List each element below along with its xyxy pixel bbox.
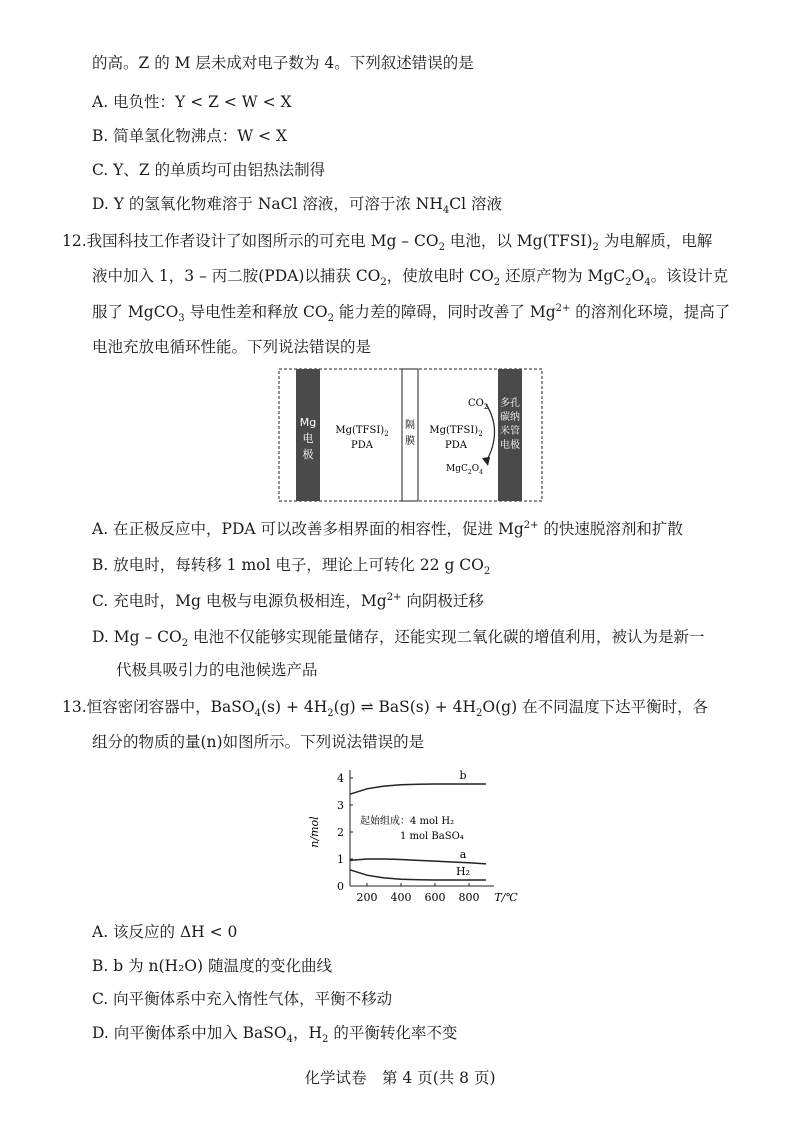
mgc2o4-label: $MgC_2O_4$ <box>446 464 483 476</box>
left-electrolyte-2: PDA <box>351 440 373 451</box>
series-label: b <box>459 768 467 782</box>
sup: 2+ <box>386 591 402 603</box>
chart-annotation-1: 起始组成：4 mol H₂ <box>360 815 455 827</box>
q12-line-1 <box>62 230 712 252</box>
x-axis-label: T/℃ <box>494 891 518 904</box>
y-tick-label: 3 <box>337 799 344 812</box>
sub: 4 <box>254 708 261 720</box>
page-footer: 化学试卷 第 4 页(共 8 页) <box>304 1069 496 1087</box>
text: 液中加入 1，3 – 丙二胺(PDA)以捕获 CO <box>92 267 381 285</box>
sub: 3 <box>178 313 185 325</box>
x-tick-label: 800 <box>458 891 480 904</box>
x-tick-label: 600 <box>424 891 446 904</box>
sub: 2 <box>322 1034 329 1046</box>
text: O(g) 在不同温度下达平衡时，各 <box>482 698 709 716</box>
q11-option-a: A. 电负性：Y < Z < W < X <box>92 93 292 111</box>
q12-option-b <box>92 554 490 576</box>
q11-option-b: B. 简单氢化物沸点：W < X <box>92 127 288 145</box>
q11-option-c: C. Y、Z 的单质均可由铝热法制得 <box>92 161 326 179</box>
cnt-label-3: 米管 <box>500 426 520 437</box>
x-tick-label: 200 <box>356 891 378 904</box>
q13-line-1 <box>62 696 708 718</box>
mg-electrode-label-2: 电 <box>302 432 314 445</box>
sup: 2+ <box>555 302 571 314</box>
q13-option-c: C. 向平衡体系中充入惰性气体，平衡不移动 <box>92 990 393 1008</box>
sub: 2 <box>438 242 445 254</box>
sub: 2 <box>380 277 387 289</box>
series-line-b <box>350 784 486 794</box>
text: 的平衡转化率不变 <box>328 1024 458 1042</box>
left-electrolyte-1: $Mg(TFSI)_2$ <box>335 425 389 438</box>
chart-annotation-2: 1 mol BaSO₄ <box>400 830 464 842</box>
text: Cl 溶液 <box>449 195 502 213</box>
q12-option-c <box>92 590 484 612</box>
text: 为电解质，电解 <box>598 232 713 250</box>
q12-line-4: 电池充放电循环性能。下列说法错误的是 <box>92 338 372 356</box>
q12-option-a <box>92 518 683 540</box>
sub: 2 <box>476 708 483 720</box>
text: 电池不仅能够实现能量储存，还能实现二氧化碳的增值利用，被认为是新一 <box>188 628 705 646</box>
x-tick-label: 400 <box>390 891 412 904</box>
q13-line-2: 组分的物质的量(n)如图所示。下列说法错误的是 <box>92 733 425 751</box>
separator-label-1: 隔 <box>405 420 415 431</box>
q13-option-b: B. b 为 n(H₂O) 随温度的变化曲线 <box>92 957 332 975</box>
text: 的快速脱溶剂和扩散 <box>538 520 683 538</box>
mg-electrode-label-3: 极 <box>302 448 314 461</box>
sub: 2 <box>592 242 599 254</box>
text: 导电性差和释放 CO <box>184 303 328 321</box>
text: (g) ⇌ BaS(s) + 4H <box>333 698 477 716</box>
q12-number: 12. <box>62 232 87 250</box>
q11-option-d <box>92 193 502 215</box>
text: O <box>631 267 645 285</box>
text: 电池，以 Mg(TFSI) <box>444 232 593 250</box>
text: 恒容密闭容器中，BaSO <box>86 698 255 716</box>
text: 向阴极迁移 <box>401 592 484 610</box>
reaction-arrow <box>486 404 495 462</box>
sub: 2 <box>181 638 189 650</box>
y-tick-label: 4 <box>337 772 344 785</box>
co2-label: $CO_2$ <box>468 398 489 411</box>
text: A. 在正极反应中，PDA 可以改善多相界面的相容性，促进 Mg <box>92 520 524 538</box>
series-label: a <box>459 847 467 861</box>
q12-option-d-cont: 代极具吸引力的电池候选产品 <box>116 661 318 679</box>
text: 服了 MgCO <box>92 303 179 321</box>
q12-line-2 <box>92 265 728 287</box>
text: (s) + 4H <box>261 698 328 716</box>
q11-tail: 的高。Z 的 M 层未成对电子数为 4。下列叙述错误的是 <box>92 54 474 72</box>
sub: 4 <box>286 1034 293 1046</box>
right-electrolyte-2: PDA <box>445 440 467 451</box>
sup: 2+ <box>523 519 539 531</box>
separator-label-2: 膜 <box>405 436 415 447</box>
y-tick-label: 2 <box>337 826 344 839</box>
text: D. Y 的氢氧化物难溶于 NaCl 溶液，可溶于浓 NH <box>92 195 443 213</box>
sub: 2 <box>493 277 501 289</box>
sub: 2 <box>327 708 334 720</box>
series-label: H₂ <box>455 865 471 879</box>
text: 还原产物为 MgC <box>500 267 626 285</box>
q13-number: 13. <box>62 698 87 716</box>
text: C. 充电时，Mg 电极与电源负极相连，Mg <box>92 592 387 610</box>
text: ，H <box>293 1024 323 1042</box>
y-tick-label: 1 <box>337 853 344 866</box>
sub: 4 <box>644 277 651 289</box>
text: 能力差的障碍，同时改善了 Mg <box>333 303 556 321</box>
separator <box>402 369 418 501</box>
right-electrolyte-1: $Mg(TFSI)_2$ <box>429 425 483 438</box>
cnt-label-2: 碳纳 <box>500 412 520 423</box>
text: B. 放电时，每转移 1 mol 电子，理论上可转化 22 g CO <box>92 556 484 574</box>
sub: 4 <box>442 205 450 217</box>
cnt-label-4: 电极 <box>500 440 520 451</box>
q12-option-d <box>92 626 705 648</box>
q13-option-d <box>92 1022 457 1044</box>
text: 的溶剂化环境，提高了 <box>570 303 731 321</box>
equilibrium-chart <box>306 762 518 912</box>
sub: 2 <box>625 277 632 289</box>
text: ，使放电时 CO <box>386 267 494 285</box>
y-axis-label: n/mol <box>308 816 321 848</box>
text: D. Mg – CO <box>92 628 182 646</box>
text: 我国科技工作者设计了如图所示的可充电 Mg – CO <box>86 232 439 250</box>
q12-line-3 <box>92 301 730 323</box>
mg-electrode-label-1: Mg <box>299 416 317 429</box>
q13-option-a: A. 该反应的 ΔH < 0 <box>92 923 238 941</box>
battery-diagram <box>278 366 546 504</box>
sub: 2 <box>483 566 491 578</box>
text: 。该设计克 <box>650 267 729 285</box>
arrow-head-icon <box>482 457 490 466</box>
cnt-label-1: 多孔 <box>500 398 520 409</box>
y-tick-label: 0 <box>337 880 344 893</box>
sub: 2 <box>327 313 334 325</box>
text: D. 向平衡体系中加入 BaSO <box>92 1024 287 1042</box>
